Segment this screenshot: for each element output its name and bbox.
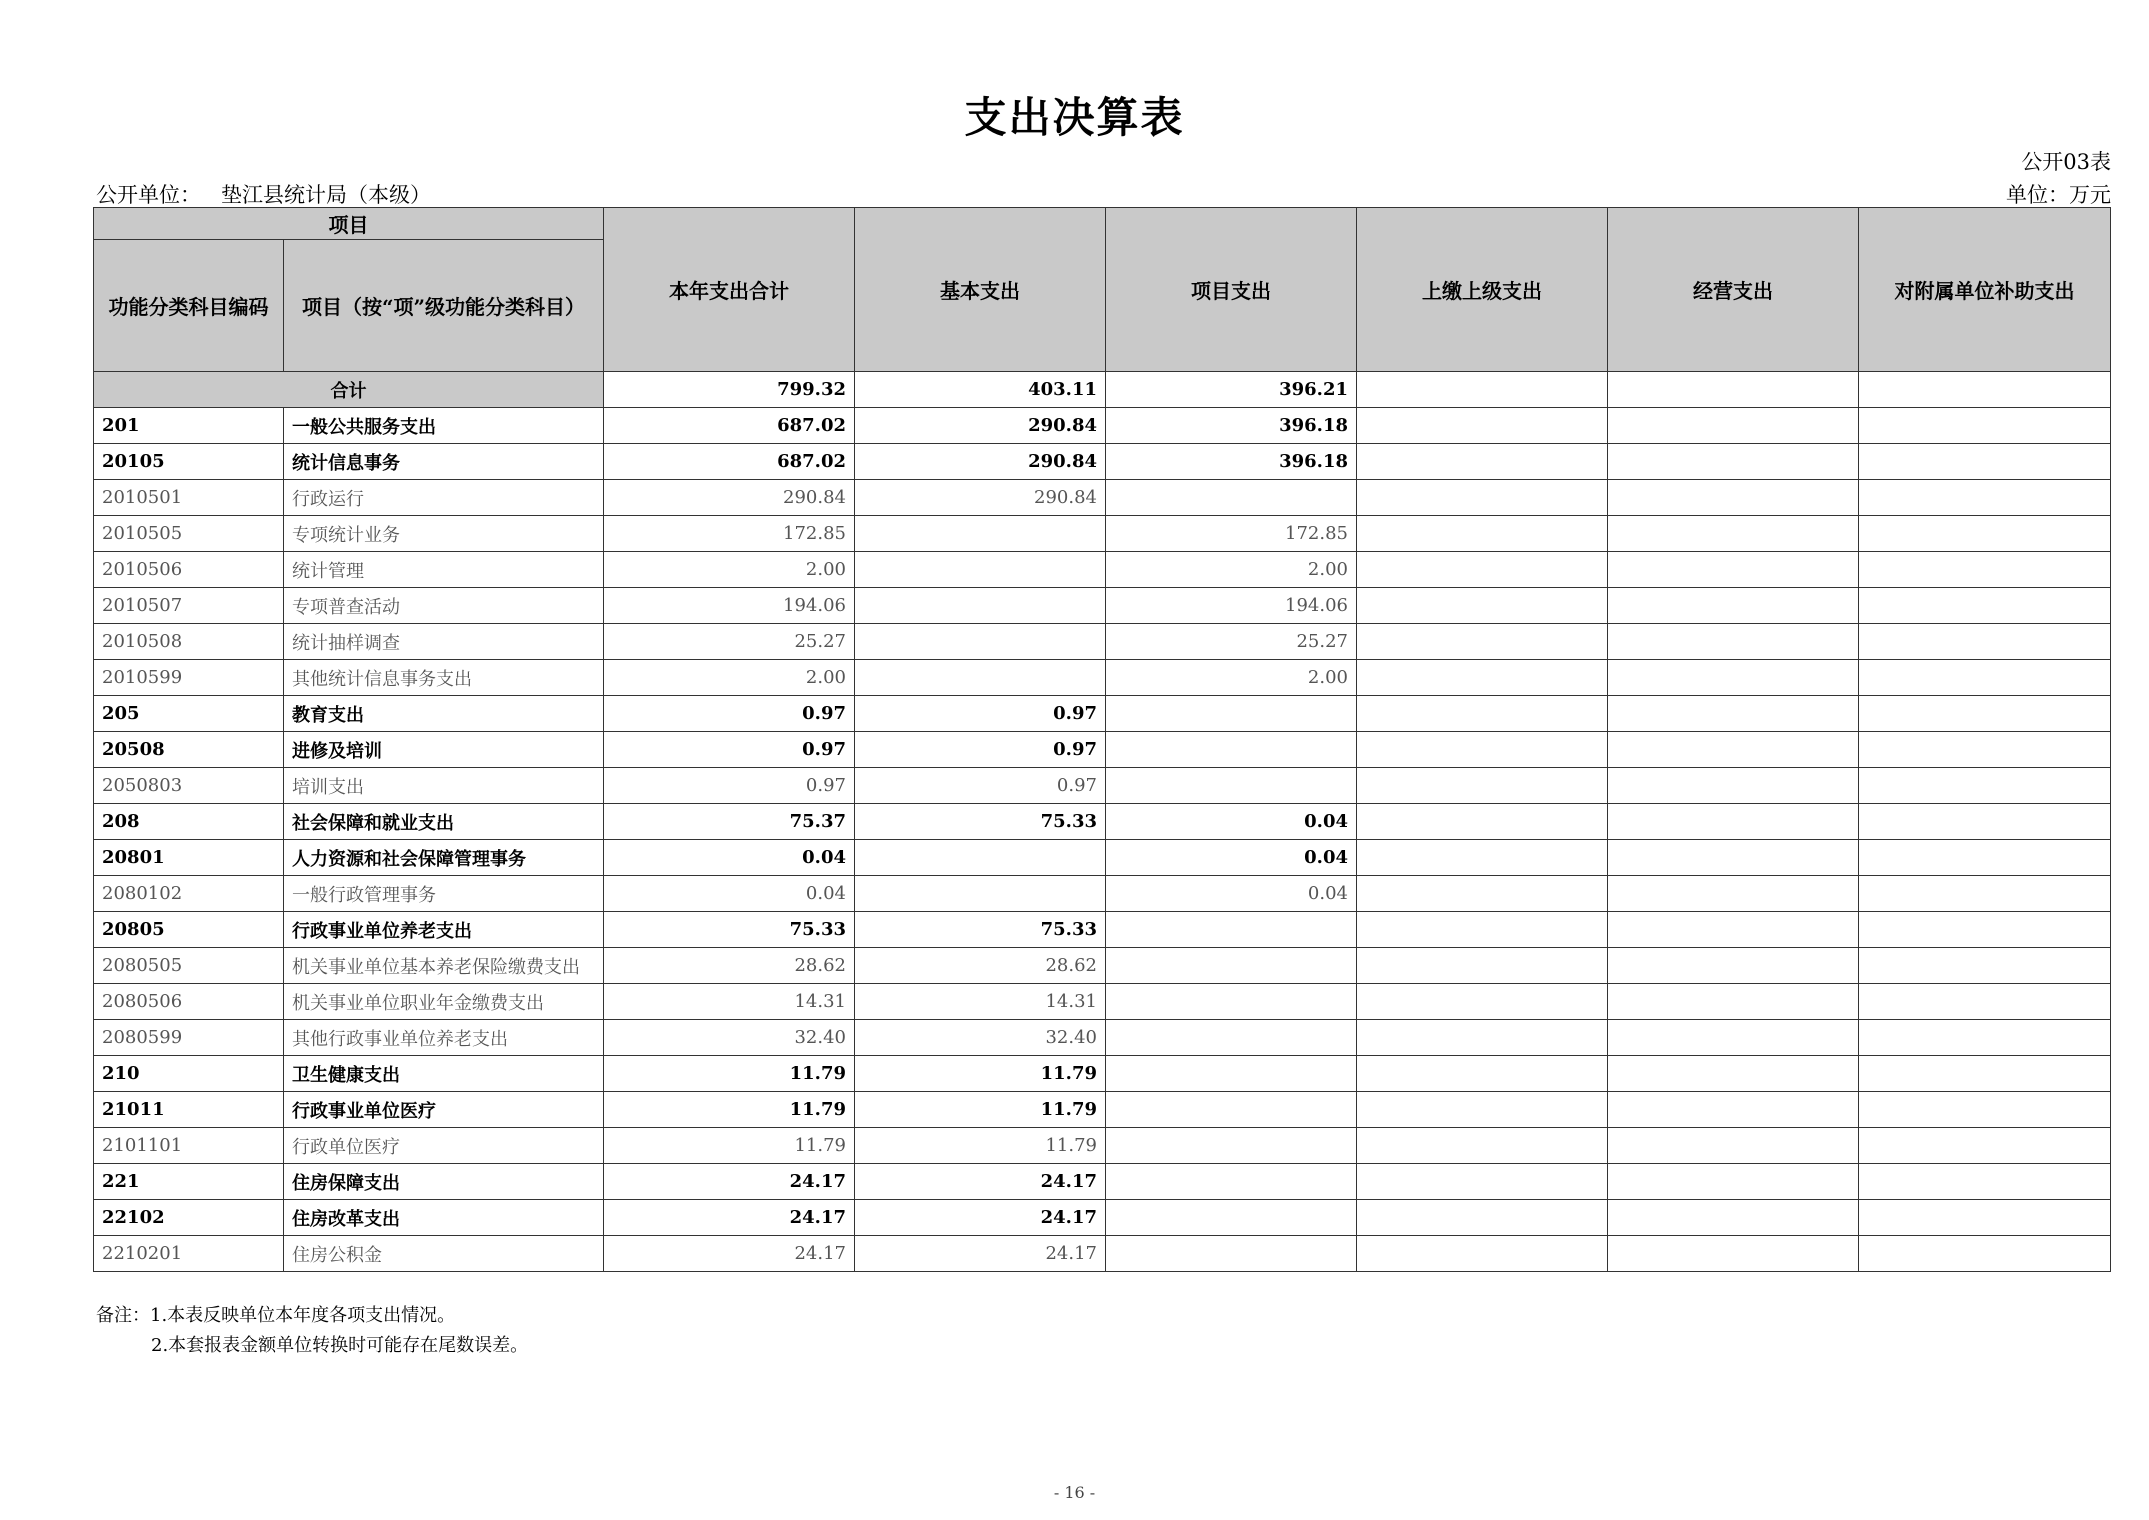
row-value bbox=[1357, 408, 1608, 444]
row-value: 25.27 bbox=[604, 624, 855, 660]
row-value: 0.97 bbox=[855, 732, 1106, 768]
row-value: 28.62 bbox=[604, 948, 855, 984]
row-value bbox=[1106, 912, 1357, 948]
row-value bbox=[1859, 1128, 2111, 1164]
row-value bbox=[1357, 1056, 1608, 1092]
row-value bbox=[1859, 480, 2111, 516]
table-row bbox=[94, 768, 2111, 804]
row-value: 290.84 bbox=[855, 408, 1106, 444]
row-value bbox=[1608, 1020, 1859, 1056]
row-value: 0.97 bbox=[855, 768, 1106, 804]
row-value: 25.27 bbox=[1106, 624, 1357, 660]
row-code: 2010501 bbox=[94, 480, 284, 516]
row-value: 0.04 bbox=[1106, 804, 1357, 840]
row-code: 20105 bbox=[94, 444, 284, 480]
row-value bbox=[1859, 624, 2111, 660]
row-value bbox=[1357, 696, 1608, 732]
row-value bbox=[1859, 984, 2111, 1020]
row-value: 194.06 bbox=[1106, 588, 1357, 624]
table-row bbox=[94, 948, 2111, 984]
total-label: 合计 bbox=[94, 372, 604, 408]
row-value bbox=[1859, 1164, 2111, 1200]
table-row bbox=[94, 696, 2111, 732]
row-name: 统计抽样调查 bbox=[284, 624, 604, 660]
row-value bbox=[1106, 948, 1357, 984]
row-value bbox=[1357, 660, 1608, 696]
header-item-group: 项目 bbox=[94, 208, 604, 240]
row-value: 24.17 bbox=[855, 1164, 1106, 1200]
row-value: 2.00 bbox=[1106, 660, 1357, 696]
row-value: 24.17 bbox=[604, 1236, 855, 1272]
row-value: 396.18 bbox=[1106, 408, 1357, 444]
row-value: 24.17 bbox=[855, 1236, 1106, 1272]
row-value bbox=[1357, 1020, 1608, 1056]
row-name: 住房保障支出 bbox=[284, 1164, 604, 1200]
row-value bbox=[1608, 1056, 1859, 1092]
row-value bbox=[1608, 984, 1859, 1020]
row-value bbox=[1608, 552, 1859, 588]
row-value bbox=[1608, 804, 1859, 840]
row-value bbox=[1859, 408, 2111, 444]
header-total-expenditure: 本年支出合计 bbox=[604, 208, 855, 372]
row-value bbox=[1859, 444, 2111, 480]
table-row bbox=[94, 1092, 2111, 1128]
row-value: 32.40 bbox=[855, 1020, 1106, 1056]
reporting-unit bbox=[96, 179, 431, 209]
row-value: 32.40 bbox=[604, 1020, 855, 1056]
row-value: 0.04 bbox=[604, 840, 855, 876]
row-value bbox=[1608, 1164, 1859, 1200]
row-code: 2010505 bbox=[94, 516, 284, 552]
total-cell bbox=[1608, 372, 1859, 408]
row-code: 21011 bbox=[94, 1092, 284, 1128]
row-value: 172.85 bbox=[604, 516, 855, 552]
row-value bbox=[1859, 588, 2111, 624]
row-value bbox=[855, 660, 1106, 696]
table-row bbox=[94, 660, 2111, 696]
total-cell bbox=[1859, 372, 2111, 408]
row-value bbox=[1357, 1200, 1608, 1236]
row-name: 社会保障和就业支出 bbox=[284, 804, 604, 840]
row-value bbox=[1859, 840, 2111, 876]
row-value: 75.33 bbox=[855, 804, 1106, 840]
table-row bbox=[94, 444, 2111, 480]
row-value bbox=[1859, 552, 2111, 588]
row-name: 其他行政事业单位养老支出 bbox=[284, 1020, 604, 1056]
row-value: 194.06 bbox=[604, 588, 855, 624]
row-value bbox=[1357, 516, 1608, 552]
header-name: 项目（按“项”级功能分类科目） bbox=[284, 240, 604, 372]
row-value bbox=[1106, 732, 1357, 768]
row-code: 2010508 bbox=[94, 624, 284, 660]
row-value bbox=[1859, 768, 2111, 804]
total-cell: 403.11 bbox=[855, 372, 1106, 408]
header-code: 功能分类科目编码 bbox=[94, 240, 284, 372]
row-name: 一般行政管理事务 bbox=[284, 876, 604, 912]
row-value bbox=[1106, 984, 1357, 1020]
notes bbox=[96, 1301, 528, 1361]
row-value bbox=[1106, 1164, 1357, 1200]
row-code: 2080102 bbox=[94, 876, 284, 912]
row-value bbox=[1357, 1128, 1608, 1164]
row-name: 行政事业单位养老支出 bbox=[284, 912, 604, 948]
row-value: 11.79 bbox=[604, 1128, 855, 1164]
row-code: 2080505 bbox=[94, 948, 284, 984]
row-value bbox=[1608, 948, 1859, 984]
table-row bbox=[94, 804, 2111, 840]
row-value bbox=[1608, 660, 1859, 696]
row-value bbox=[1859, 876, 2111, 912]
table-row bbox=[94, 624, 2111, 660]
row-value: 0.97 bbox=[855, 696, 1106, 732]
row-value bbox=[1859, 1236, 2111, 1272]
row-value bbox=[1859, 516, 2111, 552]
row-code: 2050803 bbox=[94, 768, 284, 804]
row-value bbox=[1608, 588, 1859, 624]
row-value bbox=[1357, 948, 1608, 984]
page-number: - 16 - bbox=[1053, 1483, 1096, 1502]
row-value bbox=[1106, 1236, 1357, 1272]
row-value bbox=[1106, 1020, 1357, 1056]
row-name: 专项统计业务 bbox=[284, 516, 604, 552]
row-name: 行政事业单位医疗 bbox=[284, 1092, 604, 1128]
row-name: 住房改革支出 bbox=[284, 1200, 604, 1236]
row-value bbox=[1357, 804, 1608, 840]
row-value: 24.17 bbox=[604, 1164, 855, 1200]
row-value bbox=[1859, 948, 2111, 984]
total-cell: 799.32 bbox=[604, 372, 855, 408]
row-value bbox=[1106, 696, 1357, 732]
row-value bbox=[1357, 552, 1608, 588]
row-value bbox=[1106, 768, 1357, 804]
row-value: 290.84 bbox=[855, 480, 1106, 516]
row-name: 一般公共服务支出 bbox=[284, 408, 604, 444]
row-value bbox=[1608, 516, 1859, 552]
row-code: 20801 bbox=[94, 840, 284, 876]
row-code: 22102 bbox=[94, 1200, 284, 1236]
row-name: 人力资源和社会保障管理事务 bbox=[284, 840, 604, 876]
row-code: 2210201 bbox=[94, 1236, 284, 1272]
row-name: 教育支出 bbox=[284, 696, 604, 732]
row-value bbox=[1357, 732, 1608, 768]
row-code: 20508 bbox=[94, 732, 284, 768]
note-2: 2.本套报表金额单位转换时可能存在尾数误差。 bbox=[151, 1335, 529, 1356]
row-value bbox=[855, 840, 1106, 876]
row-value bbox=[1357, 840, 1608, 876]
row-value bbox=[1106, 1200, 1357, 1236]
row-value: 0.04 bbox=[1106, 840, 1357, 876]
table-row bbox=[94, 1200, 2111, 1236]
note-1: 备注：1.本表反映单位本年度各项支出情况。 bbox=[96, 1305, 456, 1326]
row-value: 11.79 bbox=[604, 1092, 855, 1128]
row-value bbox=[1859, 1200, 2111, 1236]
page-title: 支出决算表 bbox=[964, 93, 1185, 142]
row-value: 2.00 bbox=[604, 660, 855, 696]
row-value bbox=[1106, 1128, 1357, 1164]
row-value bbox=[1859, 1056, 2111, 1092]
row-code: 2010507 bbox=[94, 588, 284, 624]
row-value bbox=[1608, 876, 1859, 912]
row-value bbox=[1357, 624, 1608, 660]
row-name: 机关事业单位基本养老保险缴费支出 bbox=[284, 948, 604, 984]
row-value: 75.33 bbox=[855, 912, 1106, 948]
row-value bbox=[1859, 732, 2111, 768]
table-row bbox=[94, 1164, 2111, 1200]
total-cell bbox=[1357, 372, 1608, 408]
row-value bbox=[1608, 696, 1859, 732]
row-value bbox=[1608, 408, 1859, 444]
row-name: 行政单位医疗 bbox=[284, 1128, 604, 1164]
row-code: 210 bbox=[94, 1056, 284, 1092]
row-value: 28.62 bbox=[855, 948, 1106, 984]
row-code: 208 bbox=[94, 804, 284, 840]
table-row bbox=[94, 912, 2111, 948]
row-value: 687.02 bbox=[604, 444, 855, 480]
row-value bbox=[855, 876, 1106, 912]
row-value: 11.79 bbox=[855, 1128, 1106, 1164]
row-value: 75.33 bbox=[604, 912, 855, 948]
row-value bbox=[1357, 984, 1608, 1020]
table-row bbox=[94, 1236, 2111, 1272]
row-code: 20805 bbox=[94, 912, 284, 948]
row-name: 卫生健康支出 bbox=[284, 1056, 604, 1092]
row-value bbox=[1608, 480, 1859, 516]
row-value bbox=[1357, 1164, 1608, 1200]
table-row bbox=[94, 876, 2111, 912]
row-name: 行政运行 bbox=[284, 480, 604, 516]
table-row bbox=[94, 1020, 2111, 1056]
row-value bbox=[1357, 876, 1608, 912]
table-row bbox=[94, 984, 2111, 1020]
row-name: 住房公积金 bbox=[284, 1236, 604, 1272]
row-value bbox=[1357, 1092, 1608, 1128]
row-value bbox=[1859, 804, 2111, 840]
table-row bbox=[94, 516, 2111, 552]
row-value bbox=[855, 516, 1106, 552]
row-code: 221 bbox=[94, 1164, 284, 1200]
row-value: 687.02 bbox=[604, 408, 855, 444]
row-value: 0.97 bbox=[604, 768, 855, 804]
row-value: 14.31 bbox=[855, 984, 1106, 1020]
row-value bbox=[1106, 1092, 1357, 1128]
row-value bbox=[1106, 480, 1357, 516]
row-name: 统计信息事务 bbox=[284, 444, 604, 480]
row-name: 机关事业单位职业年金缴费支出 bbox=[284, 984, 604, 1020]
row-value bbox=[1859, 1020, 2111, 1056]
row-value: 0.97 bbox=[604, 696, 855, 732]
row-code: 2010599 bbox=[94, 660, 284, 696]
row-value: 24.17 bbox=[855, 1200, 1106, 1236]
table-row bbox=[94, 552, 2111, 588]
row-value bbox=[1357, 912, 1608, 948]
row-value bbox=[1106, 1056, 1357, 1092]
row-value bbox=[1357, 1236, 1608, 1272]
header-remit-superior: 上缴上级支出 bbox=[1357, 208, 1608, 372]
row-name: 专项普查活动 bbox=[284, 588, 604, 624]
row-value bbox=[1608, 1128, 1859, 1164]
header-subsidiary-subsidy: 对附属单位补助支出 bbox=[1859, 208, 2111, 372]
row-code: 2010506 bbox=[94, 552, 284, 588]
row-value bbox=[1608, 912, 1859, 948]
row-value bbox=[1357, 768, 1608, 804]
table-row bbox=[94, 1056, 2111, 1092]
row-value: 75.37 bbox=[604, 804, 855, 840]
money-unit: 单位：万元 bbox=[2006, 183, 2111, 207]
row-code: 201 bbox=[94, 408, 284, 444]
header-business-expenditure: 经营支出 bbox=[1608, 208, 1859, 372]
row-code: 205 bbox=[94, 696, 284, 732]
row-value bbox=[1608, 1236, 1859, 1272]
row-value bbox=[1357, 444, 1608, 480]
row-name: 统计管理 bbox=[284, 552, 604, 588]
table-row bbox=[94, 840, 2111, 876]
table-row bbox=[94, 1128, 2111, 1164]
header-project-expenditure: 项目支出 bbox=[1106, 208, 1357, 372]
row-value: 0.04 bbox=[1106, 876, 1357, 912]
row-value: 172.85 bbox=[1106, 516, 1357, 552]
row-value bbox=[1608, 1092, 1859, 1128]
row-value: 11.79 bbox=[855, 1092, 1106, 1128]
row-value: 2.00 bbox=[604, 552, 855, 588]
row-value bbox=[855, 624, 1106, 660]
row-value bbox=[1608, 840, 1859, 876]
row-value bbox=[1608, 732, 1859, 768]
row-code: 2101101 bbox=[94, 1128, 284, 1164]
row-value: 14.31 bbox=[604, 984, 855, 1020]
row-value bbox=[855, 588, 1106, 624]
row-value: 290.84 bbox=[604, 480, 855, 516]
row-value: 24.17 bbox=[604, 1200, 855, 1236]
table-body bbox=[94, 372, 2111, 1272]
row-value: 11.79 bbox=[855, 1056, 1106, 1092]
row-value bbox=[1859, 912, 2111, 948]
expenditure-table bbox=[93, 207, 2111, 1272]
row-value bbox=[1859, 696, 2111, 732]
row-value: 2.00 bbox=[1106, 552, 1357, 588]
row-value bbox=[1608, 768, 1859, 804]
table-row bbox=[94, 408, 2111, 444]
table-row bbox=[94, 480, 2111, 516]
row-value: 11.79 bbox=[604, 1056, 855, 1092]
row-code: 2080506 bbox=[94, 984, 284, 1020]
row-name: 其他统计信息事务支出 bbox=[284, 660, 604, 696]
reporting-unit-label: 公开单位： bbox=[96, 183, 201, 207]
table-row bbox=[94, 588, 2111, 624]
row-value bbox=[1859, 660, 2111, 696]
row-value bbox=[1357, 480, 1608, 516]
row-value bbox=[1357, 588, 1608, 624]
row-value: 0.04 bbox=[604, 876, 855, 912]
row-value bbox=[1608, 444, 1859, 480]
row-value bbox=[1608, 624, 1859, 660]
row-name: 培训支出 bbox=[284, 768, 604, 804]
total-row bbox=[94, 372, 2111, 408]
row-value bbox=[855, 552, 1106, 588]
row-value: 290.84 bbox=[855, 444, 1106, 480]
row-name: 进修及培训 bbox=[284, 732, 604, 768]
reporting-unit-name: 垫江县统计局（本级） bbox=[221, 183, 431, 207]
header-basic-expenditure: 基本支出 bbox=[855, 208, 1106, 372]
row-value: 396.18 bbox=[1106, 444, 1357, 480]
total-cell: 396.21 bbox=[1106, 372, 1357, 408]
form-number: 公开03表 bbox=[2021, 150, 2111, 174]
row-value bbox=[1859, 1092, 2111, 1128]
row-value bbox=[1608, 1200, 1859, 1236]
row-value: 0.97 bbox=[604, 732, 855, 768]
row-code: 2080599 bbox=[94, 1020, 284, 1056]
table-row bbox=[94, 732, 2111, 768]
